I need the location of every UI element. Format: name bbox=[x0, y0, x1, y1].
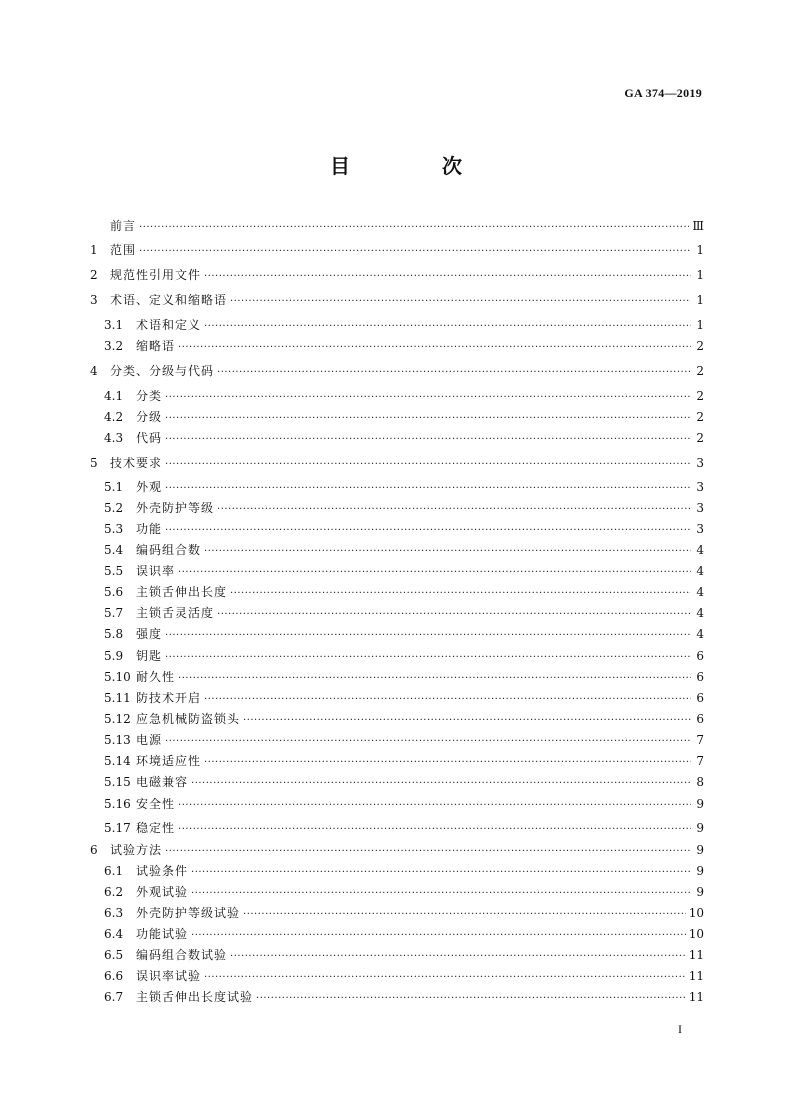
toc-entry-number: 6.1 bbox=[104, 864, 124, 878]
toc-entry-title: 应急机械防盗锁头 bbox=[136, 712, 241, 726]
toc-entry[interactable] bbox=[90, 776, 704, 790]
toc-entry[interactable] bbox=[90, 755, 704, 769]
toc-entry[interactable] bbox=[90, 411, 704, 425]
toc-entry-title: 主锁舌灵活度 bbox=[136, 606, 215, 620]
toc-entry[interactable] bbox=[90, 991, 704, 1005]
toc-entry-title: 外壳防护等级试验 bbox=[136, 906, 241, 920]
toc-entry-page: 7 bbox=[696, 754, 704, 768]
toc-entry-number: 5.8 bbox=[104, 627, 124, 641]
toc-leader-dots bbox=[178, 800, 691, 812]
toc-entry[interactable] bbox=[90, 294, 704, 308]
toc-entry-number: 5.13 bbox=[104, 733, 131, 747]
toc-entry[interactable] bbox=[90, 319, 704, 333]
toc-entry-page: 9 bbox=[696, 885, 704, 899]
toc-leader-dots bbox=[165, 392, 691, 404]
toc-leader-dots bbox=[217, 504, 691, 516]
toc-entry-number: 5.6 bbox=[104, 585, 124, 599]
toc-entry[interactable] bbox=[90, 650, 704, 664]
toc-leader-dots bbox=[139, 246, 691, 258]
page-title: 目 次 bbox=[330, 154, 498, 178]
toc-entry-page: 6 bbox=[696, 649, 704, 663]
toc-leader-dots bbox=[204, 694, 691, 706]
toc-entry[interactable] bbox=[90, 269, 704, 283]
toc-entry-page: 10 bbox=[688, 927, 704, 941]
toc-leader-dots bbox=[165, 736, 691, 748]
toc-entry-title: 外观 bbox=[136, 480, 163, 494]
toc-entry-page: 6 bbox=[696, 670, 704, 684]
toc-entry-title: 编码组合数试验 bbox=[136, 948, 228, 962]
toc-entry[interactable] bbox=[90, 822, 704, 836]
toc-entry-page: 3 bbox=[696, 501, 704, 515]
toc-entry-title: 代码 bbox=[136, 431, 163, 445]
toc-entry-number: 4.2 bbox=[104, 410, 124, 424]
toc-entry[interactable] bbox=[90, 886, 704, 900]
toc-entry-number: 5.7 bbox=[104, 606, 124, 620]
toc-leader-dots bbox=[165, 459, 691, 471]
toc-entry-page: 9 bbox=[696, 843, 704, 857]
toc-entry-page: 4 bbox=[696, 606, 704, 620]
toc-leader-dots bbox=[256, 993, 686, 1005]
toc-entry-title: 钥匙 bbox=[136, 649, 163, 663]
toc-leader-dots bbox=[217, 367, 691, 379]
toc-leader-dots bbox=[178, 342, 691, 354]
toc-entry-number: 3.2 bbox=[104, 339, 124, 353]
toc-entry-page: Ⅲ bbox=[692, 219, 704, 233]
toc-leader-dots bbox=[191, 867, 691, 879]
toc-entry-page: 3 bbox=[696, 480, 704, 494]
toc-entry-title: 耐久性 bbox=[136, 670, 176, 684]
toc-leader-dots bbox=[204, 271, 691, 283]
toc-entry[interactable] bbox=[90, 390, 704, 404]
toc-leader-dots bbox=[165, 434, 691, 446]
toc-entry-title: 分类 bbox=[136, 389, 163, 403]
toc-leader-dots bbox=[230, 951, 686, 963]
toc-entry[interactable] bbox=[90, 365, 704, 379]
toc-entry-number: 5.9 bbox=[104, 649, 124, 663]
toc-entry[interactable] bbox=[90, 907, 704, 921]
toc-entry[interactable] bbox=[90, 628, 704, 642]
toc-entry-number: 6.6 bbox=[104, 969, 124, 983]
toc-entry[interactable] bbox=[90, 844, 704, 858]
toc-entry-title: 缩略语 bbox=[136, 339, 176, 353]
toc-entry-number: 5.10 bbox=[104, 670, 131, 684]
toc-leader-dots bbox=[204, 321, 691, 333]
toc-entry-page: 2 bbox=[696, 389, 704, 403]
toc-entry-number: 5.3 bbox=[104, 522, 124, 536]
toc-entry-page: 10 bbox=[688, 906, 704, 920]
toc-entry[interactable] bbox=[90, 692, 704, 706]
toc-entry-number: 6 bbox=[90, 843, 98, 857]
toc-entry-page: 7 bbox=[696, 733, 704, 747]
toc-entry-title: 功能 bbox=[136, 522, 163, 536]
toc-entry-title: 术语和定义 bbox=[136, 318, 202, 332]
toc-entry-title: 环境适应性 bbox=[136, 754, 202, 768]
toc-entry-title: 防技术开启 bbox=[136, 691, 202, 705]
toc-entry-number: 6.2 bbox=[104, 885, 124, 899]
toc-entry-page: 4 bbox=[696, 585, 704, 599]
toc-entry[interactable] bbox=[90, 734, 704, 748]
toc-leader-dots bbox=[165, 413, 691, 425]
toc-entry-number: 6.4 bbox=[104, 927, 124, 941]
toc-entry[interactable] bbox=[90, 457, 704, 471]
toc-entry-page: 9 bbox=[696, 797, 704, 811]
toc-entry[interactable] bbox=[90, 607, 704, 621]
toc-entry-page: 2 bbox=[696, 364, 704, 378]
toc-entry[interactable] bbox=[90, 481, 704, 495]
toc-entry[interactable] bbox=[90, 928, 704, 942]
toc-entry-number: 5.1 bbox=[104, 480, 124, 494]
toc-leader-dots bbox=[204, 546, 691, 558]
toc-entry-number: 4 bbox=[90, 364, 98, 378]
toc-entry-title: 电磁兼容 bbox=[136, 775, 189, 789]
toc-entry[interactable] bbox=[90, 244, 704, 258]
toc-entry-title: 主锁舌伸出长度试验 bbox=[136, 990, 254, 1004]
toc-entry[interactable] bbox=[90, 220, 704, 234]
toc-entry-title: 安全性 bbox=[136, 797, 176, 811]
toc-entry-number: 4.1 bbox=[104, 389, 124, 403]
toc-entry-number: 3.1 bbox=[104, 318, 124, 332]
toc-entry-number: 5.4 bbox=[104, 543, 124, 557]
toc-entry-page: 11 bbox=[688, 990, 704, 1004]
toc-entry-title: 外观试验 bbox=[136, 885, 189, 899]
toc-entry-page: 1 bbox=[696, 293, 704, 307]
toc-entry-page: 9 bbox=[696, 864, 704, 878]
toc-leader-dots bbox=[178, 824, 691, 836]
toc-entry-page: 4 bbox=[696, 627, 704, 641]
toc-leader-dots bbox=[204, 972, 686, 984]
toc-entry[interactable] bbox=[90, 586, 704, 600]
toc-entry-title: 试验方法 bbox=[110, 843, 163, 857]
toc-entry-page: 11 bbox=[688, 969, 704, 983]
toc-leader-dots bbox=[230, 588, 691, 600]
toc-entry[interactable] bbox=[90, 865, 704, 879]
toc-entry-title: 误识率 bbox=[136, 564, 176, 578]
toc-leader-dots bbox=[165, 846, 691, 858]
toc-entry-page: 6 bbox=[696, 712, 704, 726]
toc-leader-dots bbox=[165, 483, 691, 495]
toc-entry-title: 电源 bbox=[136, 733, 163, 747]
toc-entry-title: 前言 bbox=[110, 219, 137, 233]
toc-entry-number: 6.5 bbox=[104, 948, 124, 962]
toc-entry-title: 术语、定义和缩略语 bbox=[110, 293, 228, 307]
toc-leader-dots bbox=[191, 888, 691, 900]
toc-entry-title: 外壳防护等级 bbox=[136, 501, 215, 515]
toc-leader-dots bbox=[178, 567, 691, 579]
toc-entry-page: 4 bbox=[696, 543, 704, 557]
toc-entry-title: 分级 bbox=[136, 410, 163, 424]
toc-entry-title: 误识率试验 bbox=[136, 969, 202, 983]
toc-entry-number: 2 bbox=[90, 268, 98, 282]
toc-entry-number: 5.15 bbox=[104, 775, 131, 789]
toc-leader-dots bbox=[165, 652, 691, 664]
toc-entry-number: 6.7 bbox=[104, 990, 124, 1004]
toc-entry[interactable] bbox=[90, 970, 704, 984]
toc-entry-title: 技术要求 bbox=[110, 456, 163, 470]
toc-entry-number: 5.14 bbox=[104, 754, 131, 768]
toc-entry-page: 1 bbox=[696, 243, 704, 257]
toc-entry[interactable] bbox=[90, 340, 704, 354]
toc-entry-page: 8 bbox=[696, 775, 704, 789]
toc-entry-page: 3 bbox=[696, 456, 704, 470]
toc-entry-title: 范围 bbox=[110, 243, 137, 257]
toc-entry-number: 5.17 bbox=[104, 821, 131, 835]
toc-entry-page: 9 bbox=[696, 821, 704, 835]
toc-entry-page: 11 bbox=[688, 948, 704, 962]
toc-entry-number: 4.3 bbox=[104, 431, 124, 445]
toc-entry-title: 主锁舌伸出长度 bbox=[136, 585, 228, 599]
toc-entry[interactable] bbox=[90, 565, 704, 579]
toc-entry[interactable] bbox=[90, 713, 704, 727]
toc-entry-page: 2 bbox=[696, 431, 704, 445]
toc-entry-number: 6.3 bbox=[104, 906, 124, 920]
toc-entry-page: 4 bbox=[696, 564, 704, 578]
toc-entry-number: 3 bbox=[90, 293, 98, 307]
toc-entry[interactable] bbox=[90, 798, 704, 812]
toc-entry-title: 功能试验 bbox=[136, 927, 189, 941]
toc-leader-dots bbox=[230, 296, 691, 308]
toc-entry[interactable] bbox=[90, 432, 704, 446]
toc-entry-title: 稳定性 bbox=[136, 821, 176, 835]
toc-leader-dots bbox=[178, 673, 691, 685]
toc-entry[interactable] bbox=[90, 949, 704, 963]
toc-leader-dots bbox=[243, 715, 691, 727]
toc-entry-number: 5.16 bbox=[104, 797, 131, 811]
toc-entry-page: 1 bbox=[696, 318, 704, 332]
toc-leader-dots bbox=[204, 757, 691, 769]
toc-entry-title: 试验条件 bbox=[136, 864, 189, 878]
toc-entry[interactable] bbox=[90, 544, 704, 558]
toc-entry-page: 6 bbox=[696, 691, 704, 705]
toc-entry-page: 3 bbox=[696, 522, 704, 536]
toc-entry-title: 分类、分级与代码 bbox=[110, 364, 215, 378]
toc-entry-number: 5.2 bbox=[104, 501, 124, 515]
page-number: I bbox=[678, 1022, 682, 1036]
toc-entry-page: 1 bbox=[696, 268, 704, 282]
toc-entry-page: 2 bbox=[696, 339, 704, 353]
standard-code: GA 374—2019 bbox=[624, 86, 702, 100]
toc-entry-number: 1 bbox=[90, 243, 98, 257]
toc-entry-number: 5.5 bbox=[104, 564, 124, 578]
toc-entry-number: 5.11 bbox=[104, 691, 131, 705]
toc-entry-title: 强度 bbox=[136, 627, 163, 641]
toc-leader-dots bbox=[191, 778, 691, 790]
toc-leader-dots bbox=[243, 909, 686, 921]
toc-leader-dots bbox=[165, 630, 691, 642]
toc-entry-title: 编码组合数 bbox=[136, 543, 202, 557]
toc-entry[interactable] bbox=[90, 671, 704, 685]
toc-entry[interactable] bbox=[90, 502, 704, 516]
toc-leader-dots bbox=[191, 930, 686, 942]
toc-entry-title: 规范性引用文件 bbox=[110, 268, 202, 282]
toc-entry-number: 5.12 bbox=[104, 712, 131, 726]
toc-leader-dots bbox=[139, 222, 689, 234]
toc-leader-dots bbox=[217, 609, 691, 621]
toc-entry-page: 2 bbox=[696, 410, 704, 424]
toc-entry-number: 5 bbox=[90, 456, 98, 470]
toc-leader-dots bbox=[165, 525, 691, 537]
toc-entry[interactable] bbox=[90, 523, 704, 537]
